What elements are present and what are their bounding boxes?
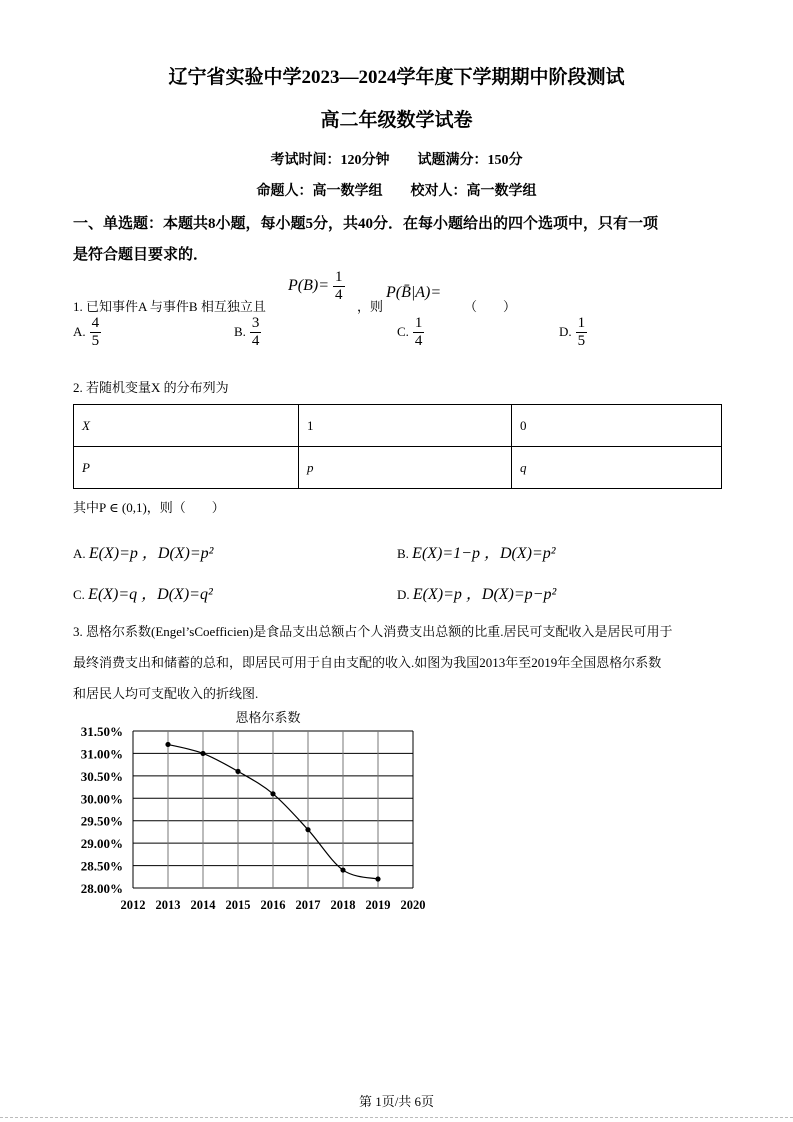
data-point	[200, 751, 205, 756]
page-footer: 第 1页/共 6页	[358, 1094, 435, 1109]
table-cell: 1	[299, 405, 512, 447]
y-tick-label: 28.50%	[80, 858, 123, 874]
x-tick-label: 2015	[225, 898, 251, 912]
y-tick-label: 30.50%	[80, 768, 123, 784]
exam-subtitle: 高二年级数学试卷	[320, 110, 473, 131]
q2-option-b[interactable]	[397, 540, 556, 563]
denominator: 4	[335, 287, 343, 303]
q1-option-d[interactable]	[559, 315, 587, 350]
q2-condition: 其中P ∈ (0,1)，则（ ）	[73, 500, 225, 515]
q3-text-line3: 和居民人均可支配收入的折线图.	[73, 686, 259, 701]
x-tick-label: 2013	[155, 898, 181, 912]
q2-option-d[interactable]	[397, 581, 556, 604]
option-text: E(X)=p ，D(X)=p−p²	[412, 586, 557, 603]
x-tick-label: 2012	[120, 898, 146, 912]
option-label: A.	[73, 546, 86, 561]
numerator: 1	[577, 315, 586, 331]
table-cell: X	[74, 405, 299, 447]
q1-given-fraction	[333, 269, 345, 304]
q3-text-line2: 最终消费支出和储蓄的总和，即居民可用于自由支配的收入.如图为我国2013年至2019年全国恩格尔系数	[73, 655, 662, 670]
numerator: 1	[414, 315, 423, 331]
table-cell: p	[299, 447, 512, 489]
q2-stem: 2. 若随机变量X 的分布列为	[73, 380, 229, 395]
x-tick-label: 2019	[365, 898, 391, 912]
data-point	[165, 742, 170, 747]
option-label: B.	[397, 546, 409, 561]
x-tick-label: 2017	[295, 898, 321, 912]
table-cell: q	[512, 447, 722, 489]
y-tick-label: 29.50%	[80, 813, 123, 829]
y-tick-label: 31.00%	[80, 746, 123, 762]
option-text: E(X)=1−p ，D(X)=p²	[412, 545, 556, 562]
q3-text-line1: 3. 恩格尔系数(Engel’sCoefficien)是食品支出总额占个人消费支出总额的比重.居民可支配收入是居民可用于	[73, 624, 673, 639]
x-tick-label: 2014	[190, 898, 216, 912]
denominator: 5	[577, 333, 586, 349]
q1-given-lhs: P(B)=	[288, 277, 329, 295]
denominator: 4	[251, 333, 260, 349]
x-tick-label: 2020	[400, 898, 426, 912]
q1-option-b[interactable]	[234, 315, 261, 350]
q1-stem: 1. 已知事件A 与事件B 相互独立且	[73, 299, 266, 314]
q1-then: ，则	[357, 299, 384, 314]
data-point	[305, 827, 310, 832]
section-heading: 一、单选题：本题共8小题，每小题5分，共40分．在每小题给出的四个选项中，只有一项	[73, 216, 659, 232]
q2-option-a[interactable]	[73, 540, 213, 563]
q1-ask: P(B̄|A)=	[386, 284, 442, 301]
data-point	[270, 791, 275, 796]
exam-title: 辽宁省实验中学2023—2024学年度下学期期中阶段测试	[168, 67, 625, 88]
option-label: C.	[73, 587, 85, 602]
q2-option-c[interactable]	[73, 581, 213, 604]
q1-blank: （ ）	[464, 299, 517, 314]
numerator: 3	[251, 315, 260, 331]
denominator: 4	[414, 333, 423, 349]
exam-authors: 命题人：高一数学组 校对人：高一数学组	[256, 184, 537, 199]
engel-coefficient-chart	[60, 706, 430, 916]
x-tick-label: 2018	[330, 898, 356, 912]
chart-title: 恩格尔系数	[235, 710, 301, 725]
denominator: 5	[91, 333, 100, 349]
y-tick-label: 29.00%	[80, 836, 123, 852]
data-point	[375, 876, 380, 881]
option-label: B.	[234, 324, 246, 340]
section-heading-cont: 是符合题目要求的．	[73, 247, 209, 263]
y-tick-label: 30.00%	[80, 791, 123, 807]
numerator: 4	[91, 315, 100, 331]
option-label: A.	[73, 324, 86, 340]
option-text: E(X)=p ，D(X)=p²	[88, 545, 214, 562]
numerator: 1	[335, 269, 343, 285]
y-tick-label: 28.00%	[80, 881, 123, 896]
option-label: D.	[559, 324, 572, 340]
q1-given	[288, 269, 345, 304]
y-tick-label: 31.50%	[80, 724, 123, 739]
table-cell: P	[74, 447, 299, 489]
option-label: D.	[397, 587, 410, 602]
x-tick-label: 2016	[260, 898, 286, 912]
table-row	[74, 405, 722, 447]
exam-info: 考试时间：120分钟 试题满分：150分	[270, 153, 523, 168]
data-point	[340, 867, 345, 872]
option-label: C.	[397, 324, 409, 340]
distribution-table	[73, 404, 722, 489]
option-text: E(X)=q ，D(X)=q²	[88, 586, 213, 603]
data-point	[235, 769, 240, 774]
table-cell: 0	[512, 405, 722, 447]
table-row	[74, 447, 722, 489]
page-bottom-divider	[0, 1117, 793, 1118]
q1-option-a[interactable]	[73, 315, 101, 350]
q1-option-c[interactable]	[397, 315, 424, 350]
